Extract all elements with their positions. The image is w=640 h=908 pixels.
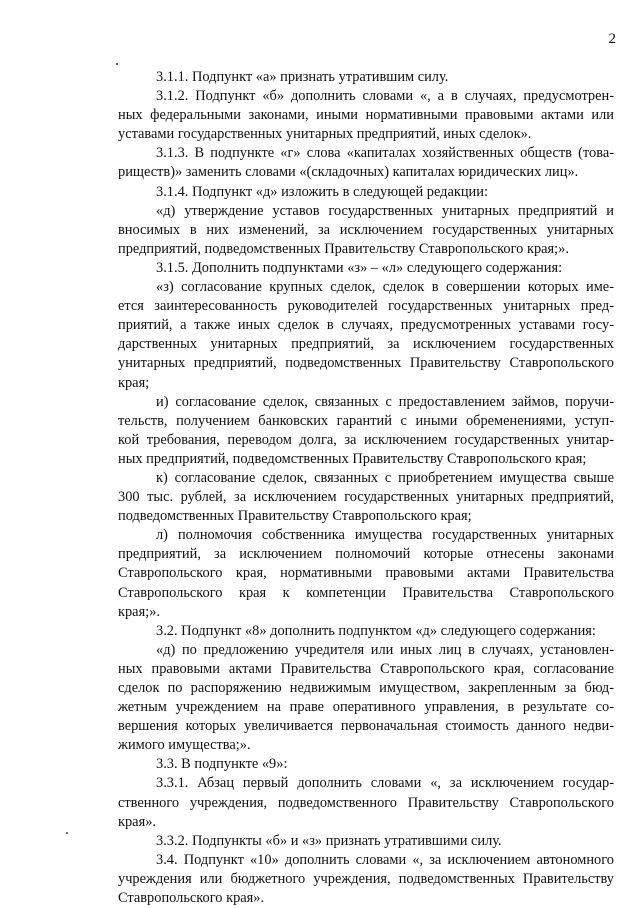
- page-number: 2: [608, 31, 616, 47]
- text-line: кой требования, переводом долга, за исключением государственных унитар-: [118, 431, 614, 448]
- text-line: вершения которых увеличивается первоначальная стоимость данного недви-: [118, 718, 614, 735]
- text-line: 3.1.3. В подпункте «г» слова «капиталах хозяйственных обществ (това-: [156, 145, 614, 162]
- paragraph: [118, 832, 614, 851]
- text-line: и) согласование сделок, связанных с предоставлением займов, поручи-: [156, 393, 614, 410]
- text-line: унитарных предприятий, подведомственных Правительству Ставропольского: [118, 355, 614, 372]
- text-line: к) согласование сделок, связанных с приобретением имущества свыше: [156, 469, 614, 486]
- scan-speck: [66, 832, 68, 834]
- text-line: 3.1.4. Подпункт «д» изложить в следующей редакции:: [156, 183, 488, 200]
- paragraph: [118, 774, 614, 831]
- text-line: 3.1.2. Подпункт «б» дополнить словами «, а в случаях, предусмотрен-: [156, 88, 614, 105]
- paragraph: [118, 259, 614, 278]
- text-line: предприятий, за исключением полномочий которые отнесены законами: [118, 546, 614, 563]
- text-line: ственного учреждения, подведомственного Правительству Ставропольского: [118, 794, 614, 811]
- paragraph: [118, 851, 614, 908]
- text-line: жимого имущества;».: [118, 737, 251, 754]
- text-line: «д) по предложению учредителя или иных лиц в случаях, установлен-: [156, 641, 614, 658]
- text-line: 3.3.1. Абзац первый дополнить словами «, за исключением государ-: [156, 775, 614, 792]
- paragraph: [118, 202, 614, 259]
- paragraph: [118, 641, 614, 756]
- text-line: приятий, а также иных сделок в случаях, предусмотренных уставами госу-: [118, 317, 614, 334]
- paragraph: [118, 87, 614, 144]
- text-line: уставами государственных унитарных предприятий, иных сделок».: [118, 126, 532, 143]
- document-body: [118, 68, 614, 908]
- text-line: ется заинтересованность руководителей государственных унитарных пред-: [118, 298, 614, 315]
- paragraph: [118, 622, 614, 641]
- text-line: «з) согласование крупных сделок, сделок в совершении которых име-: [156, 279, 614, 296]
- text-line: 3.1.5. Дополнить подпунктами «з» – «л» следующего содержания:: [156, 259, 563, 276]
- paragraph: [118, 393, 614, 469]
- text-line: Ставропольского края к компетенции Правительства Ставропольского: [118, 584, 614, 601]
- text-line: ных предприятий, подведомственных Правительству Ставропольского края;: [118, 450, 587, 467]
- text-line: края;».: [118, 603, 160, 620]
- scan-speck: [116, 63, 118, 65]
- paragraph: [118, 144, 614, 182]
- paragraph: [118, 68, 614, 87]
- text-line: учреждения или бюджетного учреждения, подведомственных Правительству: [118, 870, 614, 887]
- text-line: края;: [118, 374, 150, 391]
- text-line: «д) утверждение уставов государственных унитарных предприятий и: [156, 202, 614, 219]
- text-line: жетным учреждением на праве оперативного управления, в результате со-: [118, 699, 614, 716]
- text-line: 3.3. В подпункте «9»:: [156, 756, 288, 773]
- text-line: края».: [118, 813, 156, 830]
- text-line: Ставропольского края, нормативными правовыми актами Правительства: [118, 565, 614, 582]
- paragraph: [118, 526, 614, 621]
- text-line: 300 тыс. рублей, за исключением государственных унитарных предприятий,: [118, 489, 614, 506]
- text-line: ных правовыми актами Правительства Ставропольского края, согласование: [118, 660, 614, 677]
- text-line: дарственных унитарных предприятий, за исключением государственных: [118, 336, 614, 353]
- text-line: риществ)» заменить словами «(складочных) капиталах юридических лиц».: [118, 164, 579, 181]
- text-line: тельств, получением банковских гарантий с иными обременениями, уступ-: [118, 412, 614, 429]
- paragraph: [118, 469, 614, 526]
- text-line: сделок по распоряжению недвижимым имуществом, закрепленным за бюд-: [118, 680, 614, 696]
- text-line: ных федеральными законами, иными нормативными правовыми актами или: [118, 107, 614, 124]
- text-line: 3.2. Подпункт «8» дополнить подпунктом «д» следующего содержания:: [156, 622, 596, 639]
- text-line: л) полномочия собственника имущества государственных унитарных: [156, 527, 614, 544]
- text-line: 3.1.1. Подпункт «а» признать утратившим силу.: [156, 69, 449, 85]
- text-line: вносимых в них изменений, за исключением государственных унитарных: [118, 221, 614, 238]
- text-line: подведомственных Правительству Ставропольского края;: [118, 508, 472, 525]
- text-line: предприятий, подведомственных Правительству Ставропольского края;».: [118, 240, 569, 257]
- text-line: 3.3.2. Подпункты «б» и «з» признать утратившими силу.: [156, 832, 502, 849]
- paragraph: [118, 755, 614, 774]
- text-line: Ставропольского края».: [118, 890, 265, 907]
- paragraph: [118, 278, 614, 393]
- paragraph: [118, 183, 614, 202]
- text-line: 3.4. Подпункт «10» дополнить словами «, за исключением автономного: [156, 851, 614, 868]
